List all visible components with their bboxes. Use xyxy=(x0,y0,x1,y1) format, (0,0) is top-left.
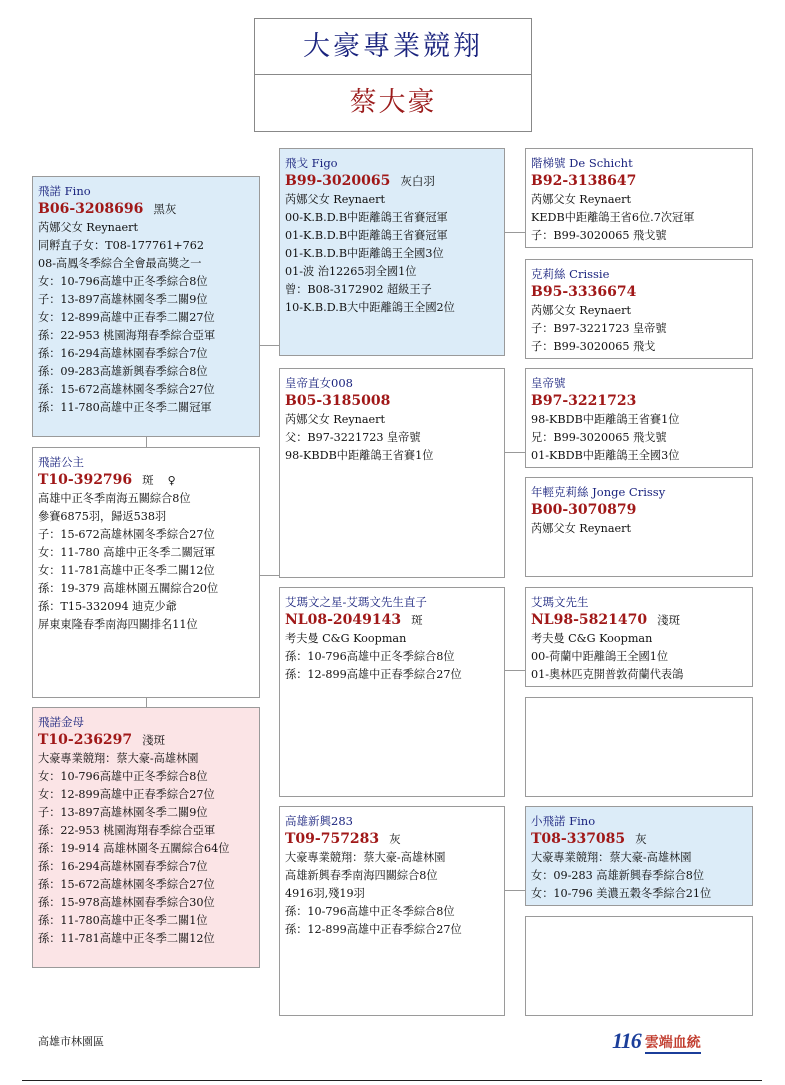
pedigree-line: 曾：B08-3172902 超級王子 xyxy=(285,283,432,296)
ring-number: B99-3020065 xyxy=(285,173,391,189)
pedigree-line: 子：13-897高雄林園冬季二關9位 xyxy=(38,293,208,306)
pedigree-line: 孫：12-899高雄中正春季綜合27位 xyxy=(285,923,462,936)
plumage-color: 斑 xyxy=(411,613,423,627)
pedigree-line: 芮娜父女 Reynaert xyxy=(531,304,632,317)
ring-number: T10-392796 xyxy=(38,472,133,488)
logo-text: 雲端血統 xyxy=(645,1032,701,1054)
ring-number: B05-3185008 xyxy=(285,393,391,409)
pedigree-line: 芮娜父女 Reynaert xyxy=(531,522,632,535)
pedigree-line: 女：10-796高雄中正冬季綜合8位 xyxy=(38,275,208,288)
ring-number: NL08-2049143 xyxy=(285,612,402,628)
connector xyxy=(505,452,525,453)
connector xyxy=(146,698,147,707)
pedigree-line: 98-KBDB中距離鴿王省賽1位 xyxy=(531,413,680,426)
pedigree-line: 孫：16-294高雄林園春季綜合7位 xyxy=(38,347,208,360)
empty-card xyxy=(525,697,753,797)
ring-number: T08-337085 xyxy=(531,831,626,847)
ring-number: B92-3138647 xyxy=(531,173,637,189)
empty-card xyxy=(525,916,753,1016)
dds-card xyxy=(525,806,753,906)
pigeon-name: 飛諾公主 xyxy=(38,455,84,469)
pedigree-line: 參賽6875羽，歸返538羽 xyxy=(38,510,167,523)
pedigree-line: 孫：15-978高雄林園春季綜合30位 xyxy=(38,896,215,909)
pigeon-name: 飛諾 Fino xyxy=(38,184,91,198)
pedigree-line: 孫：11-780高雄中正冬季二關1位 xyxy=(38,914,208,927)
connector xyxy=(505,232,525,233)
pedigree-line: 孫：10-796高雄中正冬季綜合8位 xyxy=(285,650,455,663)
pedigree-line: 孫：15-672高雄林園冬季綜合27位 xyxy=(38,383,215,396)
pedigree-line: 01-奧林匹克開普敦荷蘭代表鴿 xyxy=(531,668,684,681)
sire-sire-card xyxy=(279,148,505,356)
plumage-color: 斑 xyxy=(142,473,154,487)
pedigree-line: 大豪專業競翔：蔡大豪-高雄林園 xyxy=(38,752,199,765)
pigeon-name: 艾瑪文之星-艾瑪文先生直子 xyxy=(285,595,427,609)
sdd-card xyxy=(525,477,753,577)
pigeon-name: 階梯號 De Schicht xyxy=(531,156,633,170)
plumage-color: 灰 xyxy=(635,832,647,846)
pedigree-line: 孫：09-283高雄新興春季綜合8位 xyxy=(38,365,208,378)
pedigree-line: 01-KBDB中距離鴿王全國3位 xyxy=(531,449,680,462)
pigeon-name: 皇帝直女008 xyxy=(285,376,353,390)
pedigree-line: 01-波 治12265羽全國1位 xyxy=(285,265,417,278)
sds-card xyxy=(525,368,753,468)
ring-number: B00-3070879 xyxy=(531,502,637,518)
pigeon-name: 艾瑪文先生 xyxy=(531,595,589,609)
pedigree-line: 孫：22-953 桃園海翔春季綜合亞軍 xyxy=(38,329,216,342)
dam-sire-card xyxy=(279,587,505,797)
pedigree-line: 屏東東隆春季南海四關排名11位 xyxy=(38,618,198,631)
footer-location: 高雄市林園區 xyxy=(38,1035,104,1048)
plumage-color: 淺斑 xyxy=(142,733,166,747)
dam-dam-card xyxy=(279,806,505,1016)
pedigree-line: 孫：T15-332094 迪克少爺 xyxy=(38,600,177,613)
pigeon-name: 高雄新興283 xyxy=(285,814,353,828)
pigeon-name: 克莉絲 Crissie xyxy=(531,267,610,281)
ring-number: T09-757283 xyxy=(285,831,380,847)
pedigree-line: 孫：19-379 高雄林園五關綜合20位 xyxy=(38,582,219,595)
pigeon-name: 飛諾金母 xyxy=(38,715,84,729)
owner-name: 蔡大豪 xyxy=(349,87,437,118)
pedigree-line: 父：B97-3221723 皇帝號 xyxy=(285,431,421,444)
pedigree-line: 高雄新興春季南海四關綜合8位 xyxy=(285,869,438,882)
pedigree-line: 10-K.B.D.B大中距離鴿王全國2位 xyxy=(285,301,455,314)
pedigree-line: 芮娜父女 Reynaert xyxy=(285,193,386,206)
pedigree-line: 孫：22-953 桃園海翔春季綜合亞軍 xyxy=(38,824,216,837)
pedigree-line: 芮娜父女 Reynaert xyxy=(531,193,632,206)
pedigree-line: 孫：19-914 高雄林園冬五關綜合64位 xyxy=(38,842,230,855)
pedigree-line: 子：13-897高雄林園冬季二關9位 xyxy=(38,806,208,819)
pedigree-line: 考夫曼 C&G Koopman xyxy=(531,632,653,645)
pedigree-line: 女：09-283 高雄新興春季綜合8位 xyxy=(531,869,705,882)
pigeon-name: 皇帝號 xyxy=(531,376,566,390)
pedigree-line: 女：11-780 高雄中正冬季二關冠軍 xyxy=(38,546,216,559)
sire-card xyxy=(32,176,260,437)
connector xyxy=(146,437,147,447)
bottom-divider xyxy=(22,1080,762,1081)
pedigree-line: 00-荷蘭中距離鴿王全國1位 xyxy=(531,650,669,663)
pigeon-name: 小飛諾 Fino xyxy=(531,814,596,828)
pedigree-line: 98-KBDB中距離鴿王省賽1位 xyxy=(285,449,434,462)
pedigree-line: 孫：12-899高雄中正春季綜合27位 xyxy=(285,668,462,681)
pedigree-line: 芮娜父女 Reynaert xyxy=(285,413,386,426)
ring-number: T10-236297 xyxy=(38,732,133,748)
ring-number: B06-3208696 xyxy=(38,201,144,217)
pedigree-line: 大豪專業競翔：蔡大豪-高雄林園 xyxy=(285,851,446,864)
pedigree-line: 08-高鳳冬季綜合全會最高獎之一 xyxy=(38,257,202,270)
pedigree-line: 女：11-781高雄中正冬季二關12位 xyxy=(38,564,215,577)
pedigree-line: 4916羽,殘19羽 xyxy=(285,887,365,900)
ssd-card xyxy=(525,259,753,359)
pedigree-line: 孫：11-781高雄中正冬季二關12位 xyxy=(38,932,215,945)
pedigree-line: 大豪專業競翔：蔡大豪-高雄林園 xyxy=(531,851,692,864)
pigeon-name: 年輕克莉絲 Jonge Crissy xyxy=(531,485,666,499)
connector xyxy=(260,575,279,576)
pedigree-line: 兄：B99-3020065 飛戈號 xyxy=(531,431,667,444)
plumage-color: 黑灰 xyxy=(153,202,177,216)
logo-number: 116 xyxy=(612,1028,641,1053)
pigeon-name: 飛戈 Figo xyxy=(285,156,338,170)
ring-number: B97-3221723 xyxy=(531,393,637,409)
pedigree-line: 女：10-796高雄中正冬季綜合8位 xyxy=(38,770,208,783)
pedigree-line: 女：12-899高雄中正春季二關27位 xyxy=(38,311,215,324)
ring-number: B95-3336674 xyxy=(531,284,637,300)
pedigree-line: 子：15-672高雄林園冬季綜合27位 xyxy=(38,528,215,541)
pedigree-line: 子：B99-3020065 飛戈 xyxy=(531,340,656,353)
golden-dam-card xyxy=(32,707,260,968)
plumage-color: 灰白羽 xyxy=(400,174,435,188)
pedigree-line: 子：B99-3020065 飛戈號 xyxy=(531,229,667,242)
female-symbol: ♀ xyxy=(167,474,176,487)
pedigree-line: 孫：11-780高雄中正冬季二關冠軍 xyxy=(38,401,212,414)
sire-dam-card xyxy=(279,368,505,578)
header-box xyxy=(254,18,532,132)
pedigree-line: KEDB中距離鴿王省6位.7次冠軍 xyxy=(531,211,695,224)
pedigree-line: 同孵直子女：T08-177761+762 xyxy=(38,239,205,252)
pedigree-line: 女：12-899高雄中正春季綜合27位 xyxy=(38,788,215,801)
pedigree-line: 高雄中正冬季南海五關綜合8位 xyxy=(38,492,191,505)
pedigree-line: 00-K.B.D.B中距離鴿王省賽冠軍 xyxy=(285,211,448,224)
plumage-color: 灰 xyxy=(389,832,401,846)
pedigree-line: 孫：16-294高雄林園春季綜合7位 xyxy=(38,860,208,873)
pedigree-line: 芮娜父女 Reynaert xyxy=(38,221,139,234)
pedigree-line: 孫：10-796高雄中正冬季綜合8位 xyxy=(285,905,455,918)
plumage-color: 淺斑 xyxy=(657,613,681,627)
loft-title: 大豪專業競翔 xyxy=(255,19,531,75)
pedigree-line: 考夫曼 C&G Koopman xyxy=(285,632,407,645)
connector xyxy=(505,670,525,671)
brand-logo xyxy=(612,1030,701,1054)
ring-number: NL98-5821470 xyxy=(531,612,648,628)
pedigree-line: 子：B97-3221723 皇帝號 xyxy=(531,322,667,335)
dss-card xyxy=(525,587,753,687)
pedigree-line: 01-K.B.D.B中距離鴿王省賽冠軍 xyxy=(285,229,448,242)
connector xyxy=(505,890,525,891)
pedigree-line: 孫：15-672高雄林園冬季綜合27位 xyxy=(38,878,215,891)
connector xyxy=(260,345,279,346)
pedigree-line: 01-K.B.D.B中距離鴿王全國3位 xyxy=(285,247,444,260)
sss-card xyxy=(525,148,753,248)
dam-card xyxy=(32,447,260,698)
pedigree-line: 女：10-796 美濃五穀冬季綜合21位 xyxy=(531,887,712,900)
